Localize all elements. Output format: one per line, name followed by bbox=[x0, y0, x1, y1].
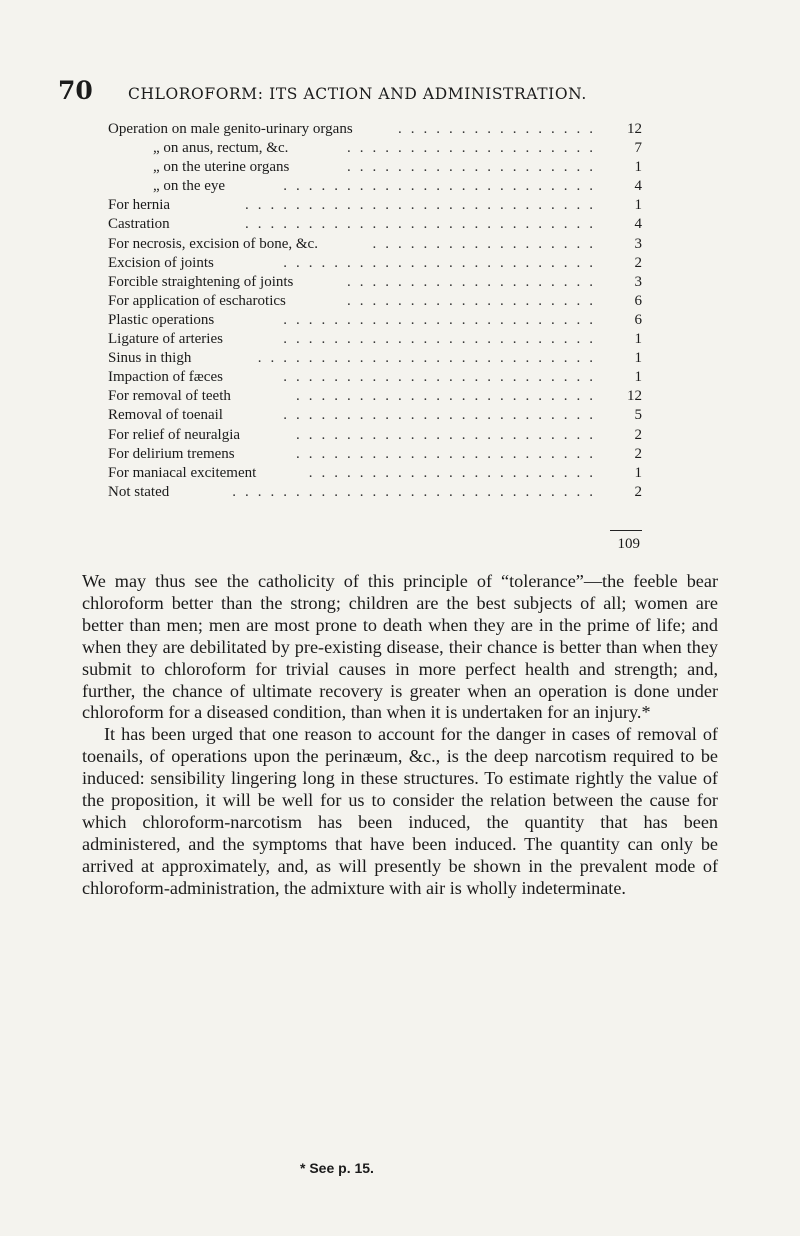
row-count: 1 bbox=[634, 350, 642, 367]
row-label: Removal of toenail bbox=[108, 407, 223, 424]
operations-table bbox=[108, 120, 642, 502]
row-label: Forcible straightening of joints bbox=[108, 273, 294, 290]
table-row bbox=[108, 158, 642, 177]
leader-dots: ................ bbox=[398, 121, 602, 137]
row-count: 7 bbox=[634, 140, 642, 157]
row-label: Castration bbox=[108, 216, 170, 233]
row-label: Operation on male genito-urinary organs bbox=[108, 121, 353, 137]
table-row bbox=[108, 387, 642, 406]
row-count: 3 bbox=[634, 235, 642, 252]
table-row bbox=[108, 426, 642, 445]
table-row bbox=[108, 215, 642, 234]
table-row bbox=[108, 196, 642, 215]
table-row bbox=[108, 349, 642, 368]
leader-dots: .................... bbox=[347, 159, 602, 176]
row-count: 2 bbox=[634, 483, 642, 500]
table-row bbox=[108, 368, 642, 387]
table-row bbox=[108, 483, 642, 502]
leader-dots: ......................... bbox=[283, 331, 602, 348]
table-row bbox=[108, 139, 642, 158]
table-row bbox=[108, 464, 642, 483]
table-row bbox=[108, 177, 642, 196]
table-row bbox=[108, 273, 642, 292]
row-label: „ on anus, rectum, &c. bbox=[153, 140, 289, 157]
leader-dots: ......................... bbox=[283, 178, 602, 195]
row-label: Sinus in thigh bbox=[108, 350, 192, 367]
row-count: 6 bbox=[634, 292, 642, 309]
row-label: Plastic operations bbox=[108, 311, 215, 328]
row-label: „ on the uterine organs bbox=[153, 159, 290, 176]
row-label: „ on the eye bbox=[153, 178, 226, 195]
row-label: Excision of joints bbox=[108, 254, 214, 271]
leader-dots: .................... bbox=[347, 292, 602, 309]
row-count: 12 bbox=[627, 388, 642, 405]
leader-dots: ......................... bbox=[283, 311, 602, 328]
row-count: 1 bbox=[634, 369, 642, 386]
page-header bbox=[58, 76, 758, 105]
footnote: * See p. 15. bbox=[300, 1160, 374, 1176]
leader-dots: ......................... bbox=[283, 407, 602, 424]
total-rule bbox=[610, 530, 642, 531]
table-row bbox=[108, 235, 642, 254]
table-row bbox=[108, 445, 642, 464]
row-count: 12 bbox=[627, 121, 642, 137]
table-row bbox=[108, 330, 642, 349]
table-row bbox=[108, 292, 642, 311]
row-count: 1 bbox=[634, 464, 642, 481]
leader-dots: ........................ bbox=[296, 426, 602, 443]
row-count: 4 bbox=[634, 216, 642, 233]
leader-dots: ............................. bbox=[232, 483, 602, 500]
body-text bbox=[82, 571, 718, 900]
row-label: Impaction of fæces bbox=[108, 369, 223, 386]
row-count: 2 bbox=[634, 254, 642, 271]
row-count: 3 bbox=[634, 273, 642, 290]
leader-dots: .................. bbox=[372, 235, 602, 252]
table-row bbox=[108, 120, 642, 139]
row-count: 1 bbox=[634, 197, 642, 214]
row-count: 1 bbox=[634, 159, 642, 176]
row-label: For relief of neuralgia bbox=[108, 426, 241, 443]
row-count: 2 bbox=[634, 445, 642, 462]
leader-dots: ......................... bbox=[283, 254, 602, 271]
row-count: 5 bbox=[634, 407, 642, 424]
leader-dots: ......................... bbox=[283, 369, 602, 386]
table-row bbox=[108, 311, 642, 330]
row-count: 2 bbox=[634, 426, 642, 443]
paragraph: We may thus see the catholicity of this principle of “tolerance”—the feeble bear chloroform better than the strong; children are the best subjects of all; women are better than men; men are most prone to death when they are in the prime of life; and when they are debilitated by pre-existing disease, their chance is better than when they submit to chloroform for trivial causes in more perfect health and strength; and, further, the chance of ultimate recovery is greater when an operation is done under chloroform for a diseased condition, than when it is undertaken for an injury.* bbox=[82, 571, 718, 723]
row-label: Not stated bbox=[108, 483, 170, 500]
row-label: For necrosis, excision of bone, &c. bbox=[108, 235, 318, 252]
leader-dots: ............................ bbox=[245, 197, 602, 214]
leader-dots: ........................ bbox=[296, 445, 602, 462]
row-label: For removal of teeth bbox=[108, 388, 231, 405]
row-count: 6 bbox=[634, 311, 642, 328]
leader-dots: .................... bbox=[347, 140, 602, 157]
paragraph: It has been urged that one reason to account for the danger in cases of removal of toenails, of operations upon the perinæum, &c., is the deep narcotism required to be induced: sensibility lingering long in these structures. To estimate rightly the value of the proposition, it will be well for us to consider the relation between the cause for which chloroform-narcotism has been induced, the quantity that has been administered, and the symptoms that have been induced. The quantity can only be arrived at approximately, and, as will presently be shown in the prevalent mode of chloroform-administration, the admixture with air is wholly indeterminate. bbox=[82, 724, 718, 898]
row-count: 1 bbox=[634, 331, 642, 348]
row-label: Ligature of arteries bbox=[108, 331, 223, 348]
leader-dots: ....................... bbox=[308, 464, 602, 481]
row-label: For delirium tremens bbox=[108, 445, 235, 462]
row-label: For maniacal excitement bbox=[108, 464, 257, 481]
row-label: For hernia bbox=[108, 197, 171, 214]
row-label: For application of escharotics bbox=[108, 292, 286, 309]
table-row bbox=[108, 406, 642, 425]
running-title: CHLOROFORM: ITS ACTION AND ADMINISTRATION. bbox=[128, 85, 587, 103]
table-total: 109 bbox=[617, 536, 640, 552]
leader-dots: ........................... bbox=[257, 350, 602, 367]
page-number: 70 bbox=[58, 76, 93, 105]
row-count: 4 bbox=[634, 178, 642, 195]
table-row bbox=[108, 254, 642, 273]
leader-dots: .................... bbox=[347, 273, 602, 290]
leader-dots: ............................ bbox=[245, 216, 602, 233]
leader-dots: ........................ bbox=[296, 388, 602, 405]
